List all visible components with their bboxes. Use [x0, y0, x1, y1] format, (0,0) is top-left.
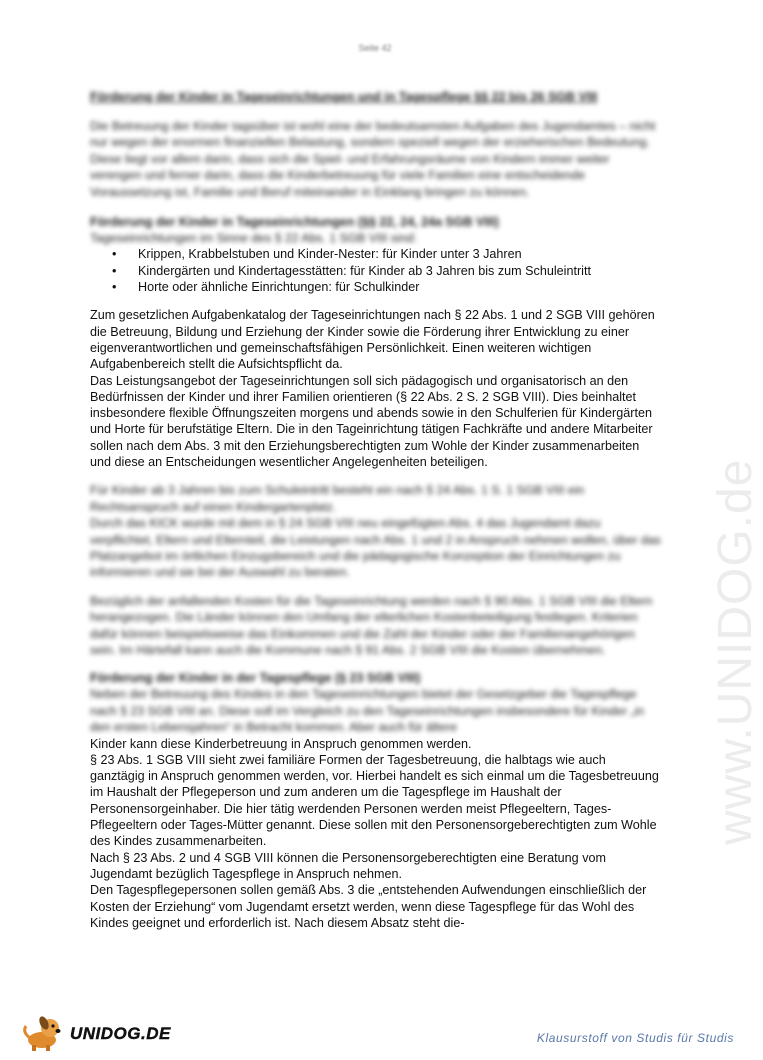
section-heading-tagespflege: Förderung der Kinder in der Tagespflege (§ 23 SGB VIII): [90, 671, 421, 686]
paragraph-aufgaben: Zum gesetzlichen Aufgabenkatalog der Tageseinrichtungen nach § 22 Abs. 1 und 2 SGB VIII gehören die Betreuung, Bildung und Erziehung der Kinder sowie die Förderung ihrer Entwicklung zu einer eigenverantwortlichen und gemeinschaftsfähigen Persönlichkeit. Einen weiteren wichtigen Aufgabenbereich stellt die Aufsichtspflicht da.: [90, 308, 655, 372]
intro-paragraph: Die Betreuung der Kinder tagsüber ist wohl eine der bedeutsamsten Aufgaben des Jugendamtes – nicht nur wegen der enormen finanziellen Belastung, sondern speziell wegen der erzieherischen Bedeutung. Diese liegt vor allem darin, dass sich die Spiel- und Erfahrungsräume von Kindern immer weiter verengen und ferner darin, dass die Kinderbetreuung für viele Familien eine entscheidende Voraussetzung ist, Familie und Beruf miteinander in Einklang bringen zu können.: [90, 119, 656, 199]
logo-text: UNIDOG.DE: [70, 1024, 171, 1043]
paragraph-leistungsangebot: Das Leistungsangebot der Tageseinrichtungen soll sich pädagogisch und organisatorisch an den Bedürfnissen der Kinder und ihrer Familien orientieren (§ 22 Abs. 2 S. 2 SGB VIII). Dies beinhaltet insbesondere flexible Öffnungszeiten morgens und abends sowie in den Schulferien für Kindergärten und Horte für berufstätige Eltern. Die in den Tageinrichtung tätigen Fachkräfte und andere Mitarbeiter sollen nach dem Abs. 3 mit den Erziehungsberechtigten zum Wohle der Kinder zusammenarbeiten und diese an Entscheidungen wesentlicher Angelegenheiten beteiligen.: [90, 373, 653, 469]
paragraph-tagespflege: Kinder kann diese Kinderbetreuung in Anspruch genommen werden.: [90, 736, 472, 751]
document-body: [90, 88, 662, 931]
main-heading: Förderung der Kinder in Tageseinrichtungen und in Tagespflege §§ 22 bis 26 SGB VIII: [90, 90, 598, 104]
list-item: • Kindergärten und Kindertagesstätten: für Kinder ab 3 Jahren bis zum Schuleintritt: [112, 263, 662, 279]
section-lead: Tageseinrichtungen im Sinne des § 22 Abs. 1 SGB VIII sind:: [90, 231, 417, 246]
dog-icon: [18, 1012, 68, 1052]
watermark: www.UNIDOG.de: [709, 458, 762, 845]
page-number: Seite 42: [358, 43, 392, 53]
paragraph-formen: § 23 Abs. 1 SGB VIII sieht zwei familiäre Formen der Tagesbetreuung, die halbtags wie auch ganztägig in Anspruch genommen werden, vor. Hierbei handelt es sich einmal um die Tagesbetreuung im Haushalt der Pflegeperson und zum anderen um die Tagespflege im Haushalt der Personensorgeinhaber. Die hier tätig werdenden Personen werden meist Pflegeeltern, Tages-Pflegeeltern oder Tages-Mütter genannt. Diese sollen mit den Personensorgeberechtigten zum Wohle des Kindes zusammenarbeiten.: [90, 752, 659, 849]
list-item: • Krippen, Krabbelstuben und Kinder-Nester: für Kinder unter 3 Jahren: [112, 246, 662, 262]
institution-list: [90, 246, 662, 295]
list-item: • Horte oder ähnliche Einrichtungen: für Schulkinder: [112, 279, 662, 295]
footer-logo: [18, 1012, 171, 1052]
paragraph-aufwendungen: Den Tagespflegepersonen sollen gemäß Abs. 3 die „entstehenden Aufwendungen einschließlich der Kosten der Erziehung“ vom Jugendamt ersetzt werden, wenn diese Tagespflege für das Wohl des Kindes geeignet und erforderlich ist. Nach diesem Absatz steht die-: [90, 883, 647, 930]
paragraph-kosten: Bezüglich der anfallenden Kosten für die Tageseinrichtung werden nach § 90 Abs. 1 SGB VIII die Eltern herangezogen. Die Länder können den Umfang der elterlichen Kostenbeteiligung festlegen. Kriterien dafür können beispielsweise das Einkommen und die Zahl der Kinder oder der Familienangehörigen sein. Im Härtefall kann auch die Kommune nach § 91 Abs. 2 SGB VIII die Kosten übernehmen.: [90, 593, 653, 657]
paragraph-beratung: Nach § 23 Abs. 2 und 4 SGB VIII können die Personensorgeberechtigten eine Beratung vom Jugendamt bezüglich Tagespflege in Anspruch nehmen.: [90, 850, 606, 881]
section-heading-tageseinrichtungen: Förderung der Kinder in Tageseinrichtungen (§§ 22, 24, 24a SGB VIII): [90, 215, 499, 230]
paragraph-kick: Durch das KICK wurde mit dem in § 24 SGB VIII neu eingefügten Abs. 4 das Jugendamt dazu verpflichtet, Eltern und Elternteil, die Leistungen nach Abs. 1 und 2 in Anspruch nehmen wollen, über das Platzangebot im örtlichen Einzugsbereich und die pädagogische Konzeption der Einrichtungen zu informieren und sie bei der Auswahl zu beraten.: [90, 516, 661, 580]
footer-tagline: Klausurstoff von Studis für Studis: [536, 1031, 734, 1045]
paragraph-rechtsanspruch: Für Kinder ab 3 Jahren bis zum Schuleintritt besteht ein nach § 24 Abs. 1 S. 1 SGB VIII ein Rechtsanspruch auf einen Kindergartenplatz.: [90, 483, 585, 514]
paragraph-tagespflege-blurred: Neben der Betreuung des Kindes in den Tageseinrichtungen bietet der Gesetzgeber die Tagespflege nach § 23 SGB VIII an. Diese soll im Vergleich zu den Tageseinrichtungen insbesondere für Kinder „in den ersten Lebensjahren“ in Betracht kommen. Aber auch für ältere: [90, 687, 645, 735]
